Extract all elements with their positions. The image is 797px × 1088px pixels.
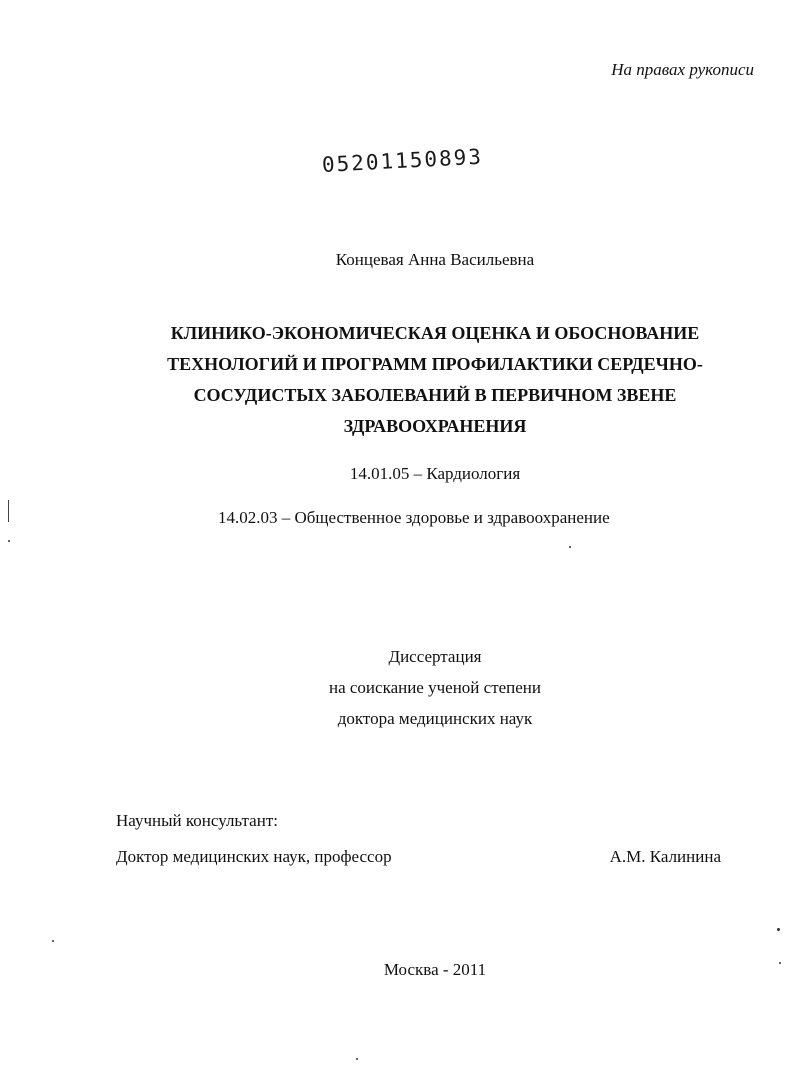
scan-speck (777, 928, 780, 931)
place-and-year: Москва - 2011 (383, 960, 487, 979)
scan-speck (569, 546, 571, 548)
thesis-title-line: ЗДРАВООХРАНЕНИЯ (343, 416, 527, 436)
consultant-name: А.М. Калинина (609, 847, 721, 866)
scan-speck (779, 962, 781, 964)
scan-margin-mark (8, 500, 9, 522)
scan-speck (8, 540, 10, 542)
degree-line: на соискание ученой степени (328, 678, 542, 697)
scan-speck (356, 1058, 358, 1060)
specialty-cardiology: 14.01.05 – Кардиология (349, 464, 521, 483)
rights-note: На правах рукописи (611, 60, 754, 79)
thesis-title-line: ТЕХНОЛОГИЙ И ПРОГРАММ ПРОФИЛАКТИКИ СЕРДЕЧНО- (167, 354, 703, 374)
scan-speck (52, 940, 54, 942)
degree-statement (0, 641, 797, 734)
degree-line: Диссертация (388, 647, 482, 666)
thesis-title-line: КЛИНИКО-ЭКОНОМИЧЕСКАЯ ОЦЕНКА И ОБОСНОВАНИЕ (170, 323, 700, 343)
specialty-public-health: 14.02.03 – Общественное здоровье и здравоохранение (218, 508, 610, 527)
thesis-title (120, 318, 750, 442)
degree-line: доктора медицинских наук (337, 709, 533, 728)
thesis-title-line: СОСУДИСТЫХ ЗАБОЛЕВАНИЙ В ПЕРВИЧНОМ ЗВЕНЕ (193, 385, 677, 405)
author-name: Концевая Анна Васильевна (335, 250, 535, 269)
archive-stamp-number: 05201150893 (321, 144, 484, 177)
consultant-label: Научный консультант: (116, 811, 278, 830)
consultant-role: Доктор медицинских наук, профессор (116, 847, 392, 866)
